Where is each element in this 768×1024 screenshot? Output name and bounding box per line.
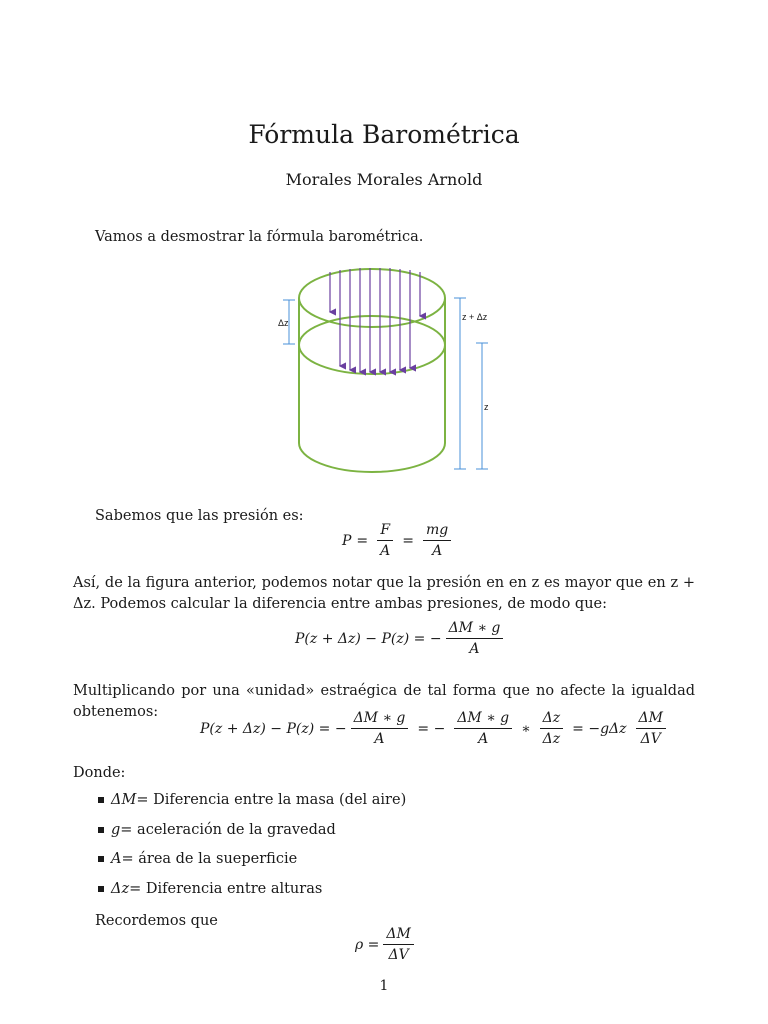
- bullet-icon: [98, 886, 104, 892]
- z-label: z: [484, 402, 489, 412]
- paragraph-3: Multiplicando por una «unidad» estraégica de tal forma que no afecte la igualdad obtenemos:: [73, 683, 695, 720]
- author: Morales Morales Arnold: [285, 170, 483, 189]
- page-title: Fórmula Barométrica: [248, 120, 520, 149]
- bullet-icon: [98, 856, 104, 862]
- equation-pressure: P = $\frac{F}{A}$ = $\frac{mg}{A}$: [342, 522, 455, 559]
- list-item: A = área de la sueperficie: [98, 851, 297, 867]
- definitions-list: [98, 0, 598, 1024]
- pressure-intro: Sabemos que las presión es:: [95, 508, 304, 524]
- z-dz-label: z + Δz: [462, 312, 488, 322]
- dz-label: Δz: [278, 318, 289, 328]
- page-number: 1: [379, 978, 389, 994]
- list-item: g = aceleración de la gravedad: [98, 822, 336, 838]
- intro-text: Vamos a desmostrar la fórmula barométrica.: [95, 229, 424, 245]
- list-item: ΔM = Diferencia entre la masa (del aire): [98, 792, 406, 808]
- equation-unity: P(z + Δz) − P(z) = − $\frac{\Delta M ∗ g}{A}$ = − $\frac{\Delta M ∗ g}{A}$ ∗ $\frac{\Delta z}{\Delta z}$ = −gΔz $\frac{\Delta M}{\Delta V}$: [200, 710, 670, 747]
- bullet-icon: [98, 827, 104, 833]
- list-item: Δz = Diferencia entre alturas: [98, 881, 322, 897]
- equation-difference: P(z + Δz) − P(z) = − $\frac{\Delta M ∗ g}{A}$: [295, 620, 507, 657]
- equation-density: ρ = $\frac{\Delta M}{\Delta V}$: [355, 926, 418, 963]
- paragraph-2: Así, de la figura anterior, podemos notar que la presión en en z es mayor que en z + Δz. Podemos calcular la diferencia entre ambas presiones, de modo que:: [73, 575, 695, 612]
- bullet-icon: [98, 797, 104, 803]
- donde-label: Donde:: [73, 765, 126, 781]
- recordemos-text: Recordemos que: [95, 913, 218, 929]
